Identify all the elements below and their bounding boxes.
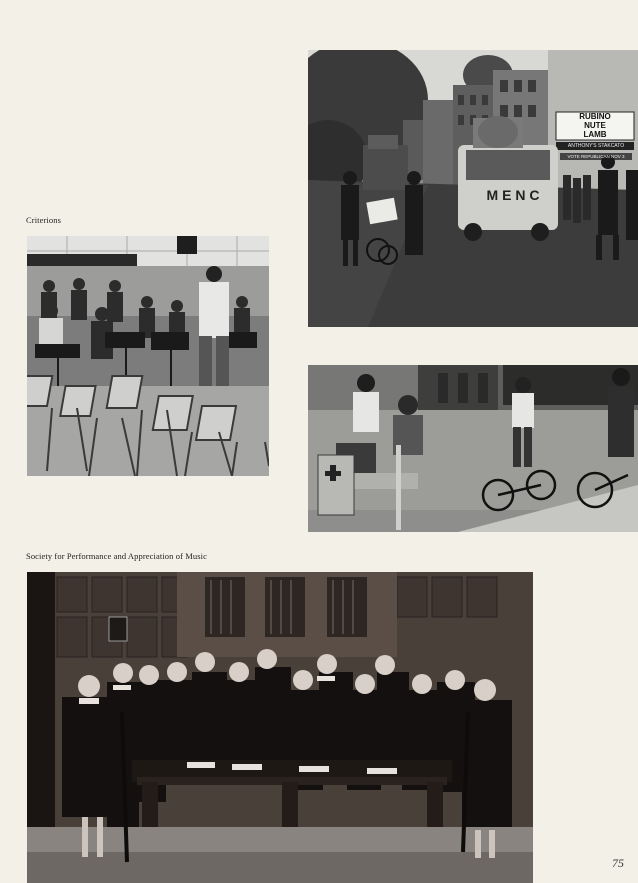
truck-lettering: M E N C bbox=[486, 187, 540, 203]
caption-criterions: Criterions bbox=[26, 215, 61, 225]
campus-photo bbox=[308, 365, 638, 532]
caption-spam: Society for Performance and Appreciation of Music bbox=[26, 551, 207, 561]
storefront-sign bbox=[556, 112, 634, 140]
storefront-sub: ANTHONY'S STAKCATO bbox=[567, 143, 625, 149]
sign-line-2: NUTE bbox=[584, 121, 606, 130]
sign-line-1: RUBINO bbox=[579, 112, 611, 121]
page-number: 75 bbox=[612, 856, 624, 870]
spam-photo bbox=[27, 572, 533, 883]
parade-photo bbox=[308, 50, 638, 327]
sign-line-3: LAMB bbox=[583, 130, 607, 139]
vote-banner: VOTE REPUBLICAN NOV 3 bbox=[567, 154, 625, 159]
criterions-photo bbox=[27, 236, 269, 476]
